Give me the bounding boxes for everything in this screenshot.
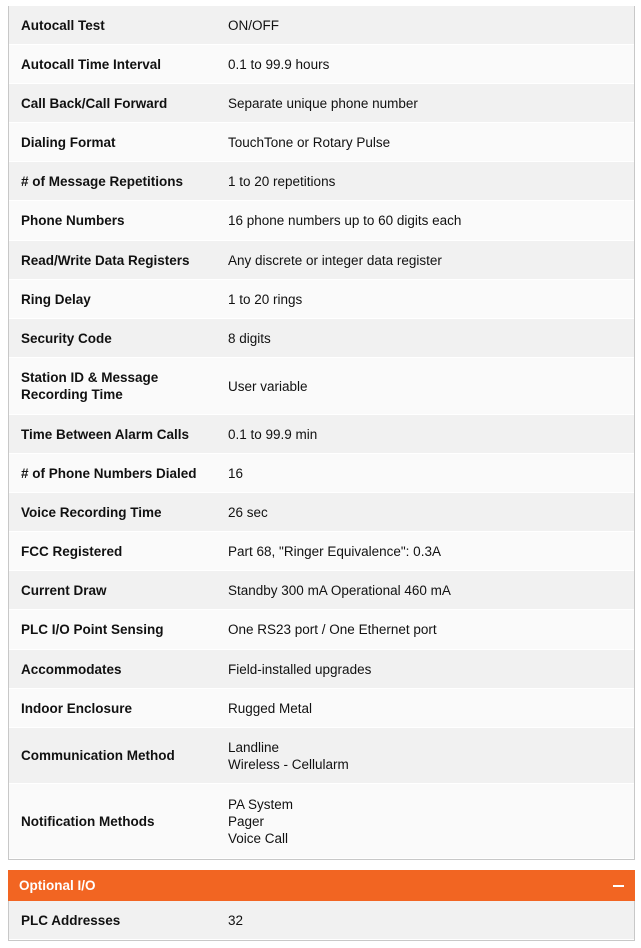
table-row [9, 493, 634, 532]
spec-value-line: Standby 300 mA Operational 460 mA [228, 582, 451, 598]
table-row [9, 415, 634, 454]
spec-value-line: 16 [228, 465, 244, 481]
spec-value-line: Field-installed upgrades [228, 661, 372, 677]
spec-value-line: PA System [228, 796, 294, 812]
spec-label: Current Draw [21, 582, 107, 598]
spec-value [228, 661, 634, 678]
spec-value [228, 212, 634, 229]
table-row [9, 123, 634, 162]
table-row [9, 571, 634, 610]
spec-value [228, 700, 634, 717]
spec-label: Security Code [21, 330, 112, 346]
spec-label: Autocall Test [21, 17, 105, 33]
spec-value-line: Pager [228, 813, 265, 829]
spec-value [228, 252, 634, 269]
table-row [9, 784, 634, 859]
spec-value-line: Separate unique phone number [228, 95, 418, 111]
table-row [9, 532, 634, 571]
spec-label: FCC Registered [21, 543, 123, 559]
spec-label: Time Between Alarm Calls [21, 426, 190, 442]
spec-value [228, 796, 634, 847]
spec-value-line: Rugged Metal [228, 700, 313, 716]
spec-value [228, 543, 634, 560]
table-row [9, 241, 634, 280]
spec-label: Indoor Enclosure [21, 700, 133, 716]
spec-value [228, 173, 634, 190]
spec-value-line: 26 sec [228, 504, 268, 520]
spec-value-line: Any discrete or integer data register [228, 252, 442, 268]
table-row [9, 358, 634, 415]
spec-value-line: 32 [228, 912, 244, 928]
spec-value [228, 582, 634, 599]
spec-value-line: 8 digits [228, 330, 271, 346]
table-row [9, 901, 634, 940]
table-row [9, 45, 634, 84]
table-row [9, 6, 634, 45]
spec-label: Call Back/Call Forward [21, 95, 168, 111]
spec-value [228, 95, 634, 112]
spec-value-line: Voice Call [228, 830, 289, 846]
spec-label: Read/Write Data Registers [21, 252, 190, 268]
spec-value [228, 291, 634, 308]
table-row [9, 201, 634, 241]
spec-value-line: 1 to 20 rings [228, 291, 303, 307]
table-row [9, 280, 634, 319]
spec-value [228, 912, 634, 929]
spec-value-line: One RS23 port / One Ethernet port [228, 622, 437, 637]
table-row [9, 454, 634, 493]
spec-label: # of Phone Numbers Dialed [21, 465, 197, 481]
spec-value-line: ON/OFF [228, 17, 279, 33]
spec-value [228, 56, 634, 73]
spec-label: PLC Addresses [21, 912, 121, 928]
spec-label: Accommodates [21, 661, 122, 677]
table-row [9, 728, 634, 784]
spec-value [228, 378, 634, 395]
spec-value [228, 504, 634, 521]
spec-label: Ring Delay [21, 291, 91, 307]
spec-value-line: 16 phone numbers up to 60 digits each [228, 213, 462, 228]
spec-label: Station ID & Message Recording Time [21, 370, 159, 402]
spec-table [8, 6, 635, 860]
spec-value [228, 134, 634, 151]
spec-label: Autocall Time Interval [21, 56, 162, 72]
spec-label: PLC I/O Point Sensing [21, 622, 164, 637]
minus-icon[interactable] [613, 885, 624, 887]
spec-label: # of Message Repetitions [21, 173, 184, 189]
spec-value-line: 1 to 20 repetitions [228, 173, 336, 189]
spec-label: Voice Recording Time [21, 504, 162, 520]
optional-io-header[interactable] [8, 870, 635, 901]
table-row [9, 84, 634, 123]
spec-value-line: 0.1 to 99.9 min [228, 426, 318, 442]
table-row [9, 162, 634, 201]
spec-value [228, 17, 634, 34]
optional-io-title: Optional I/O [19, 878, 96, 893]
spec-label: Communication Method [21, 748, 175, 763]
spec-value-line: User variable [228, 378, 308, 394]
spec-value [228, 330, 634, 347]
spec-value [228, 465, 634, 482]
table-row [9, 319, 634, 358]
table-row [9, 689, 634, 728]
spec-value-line: Wireless - Cellularm [228, 756, 349, 772]
spec-value [228, 426, 634, 443]
optional-io-table [8, 901, 635, 941]
spec-value-line: Part 68, "Ringer Equivalence": 0.3A [228, 543, 441, 559]
table-row [9, 610, 634, 650]
spec-label: Dialing Format [21, 134, 116, 150]
spec-value-line: 0.1 to 99.9 hours [228, 56, 330, 72]
spec-label: Phone Numbers [21, 213, 125, 228]
spec-label: Notification Methods [21, 813, 155, 829]
spec-value-line: TouchTone or Rotary Pulse [228, 134, 391, 150]
spec-value-line: Landline [228, 739, 280, 755]
spec-value [228, 621, 634, 638]
table-row [9, 650, 634, 689]
spec-value [228, 739, 634, 773]
